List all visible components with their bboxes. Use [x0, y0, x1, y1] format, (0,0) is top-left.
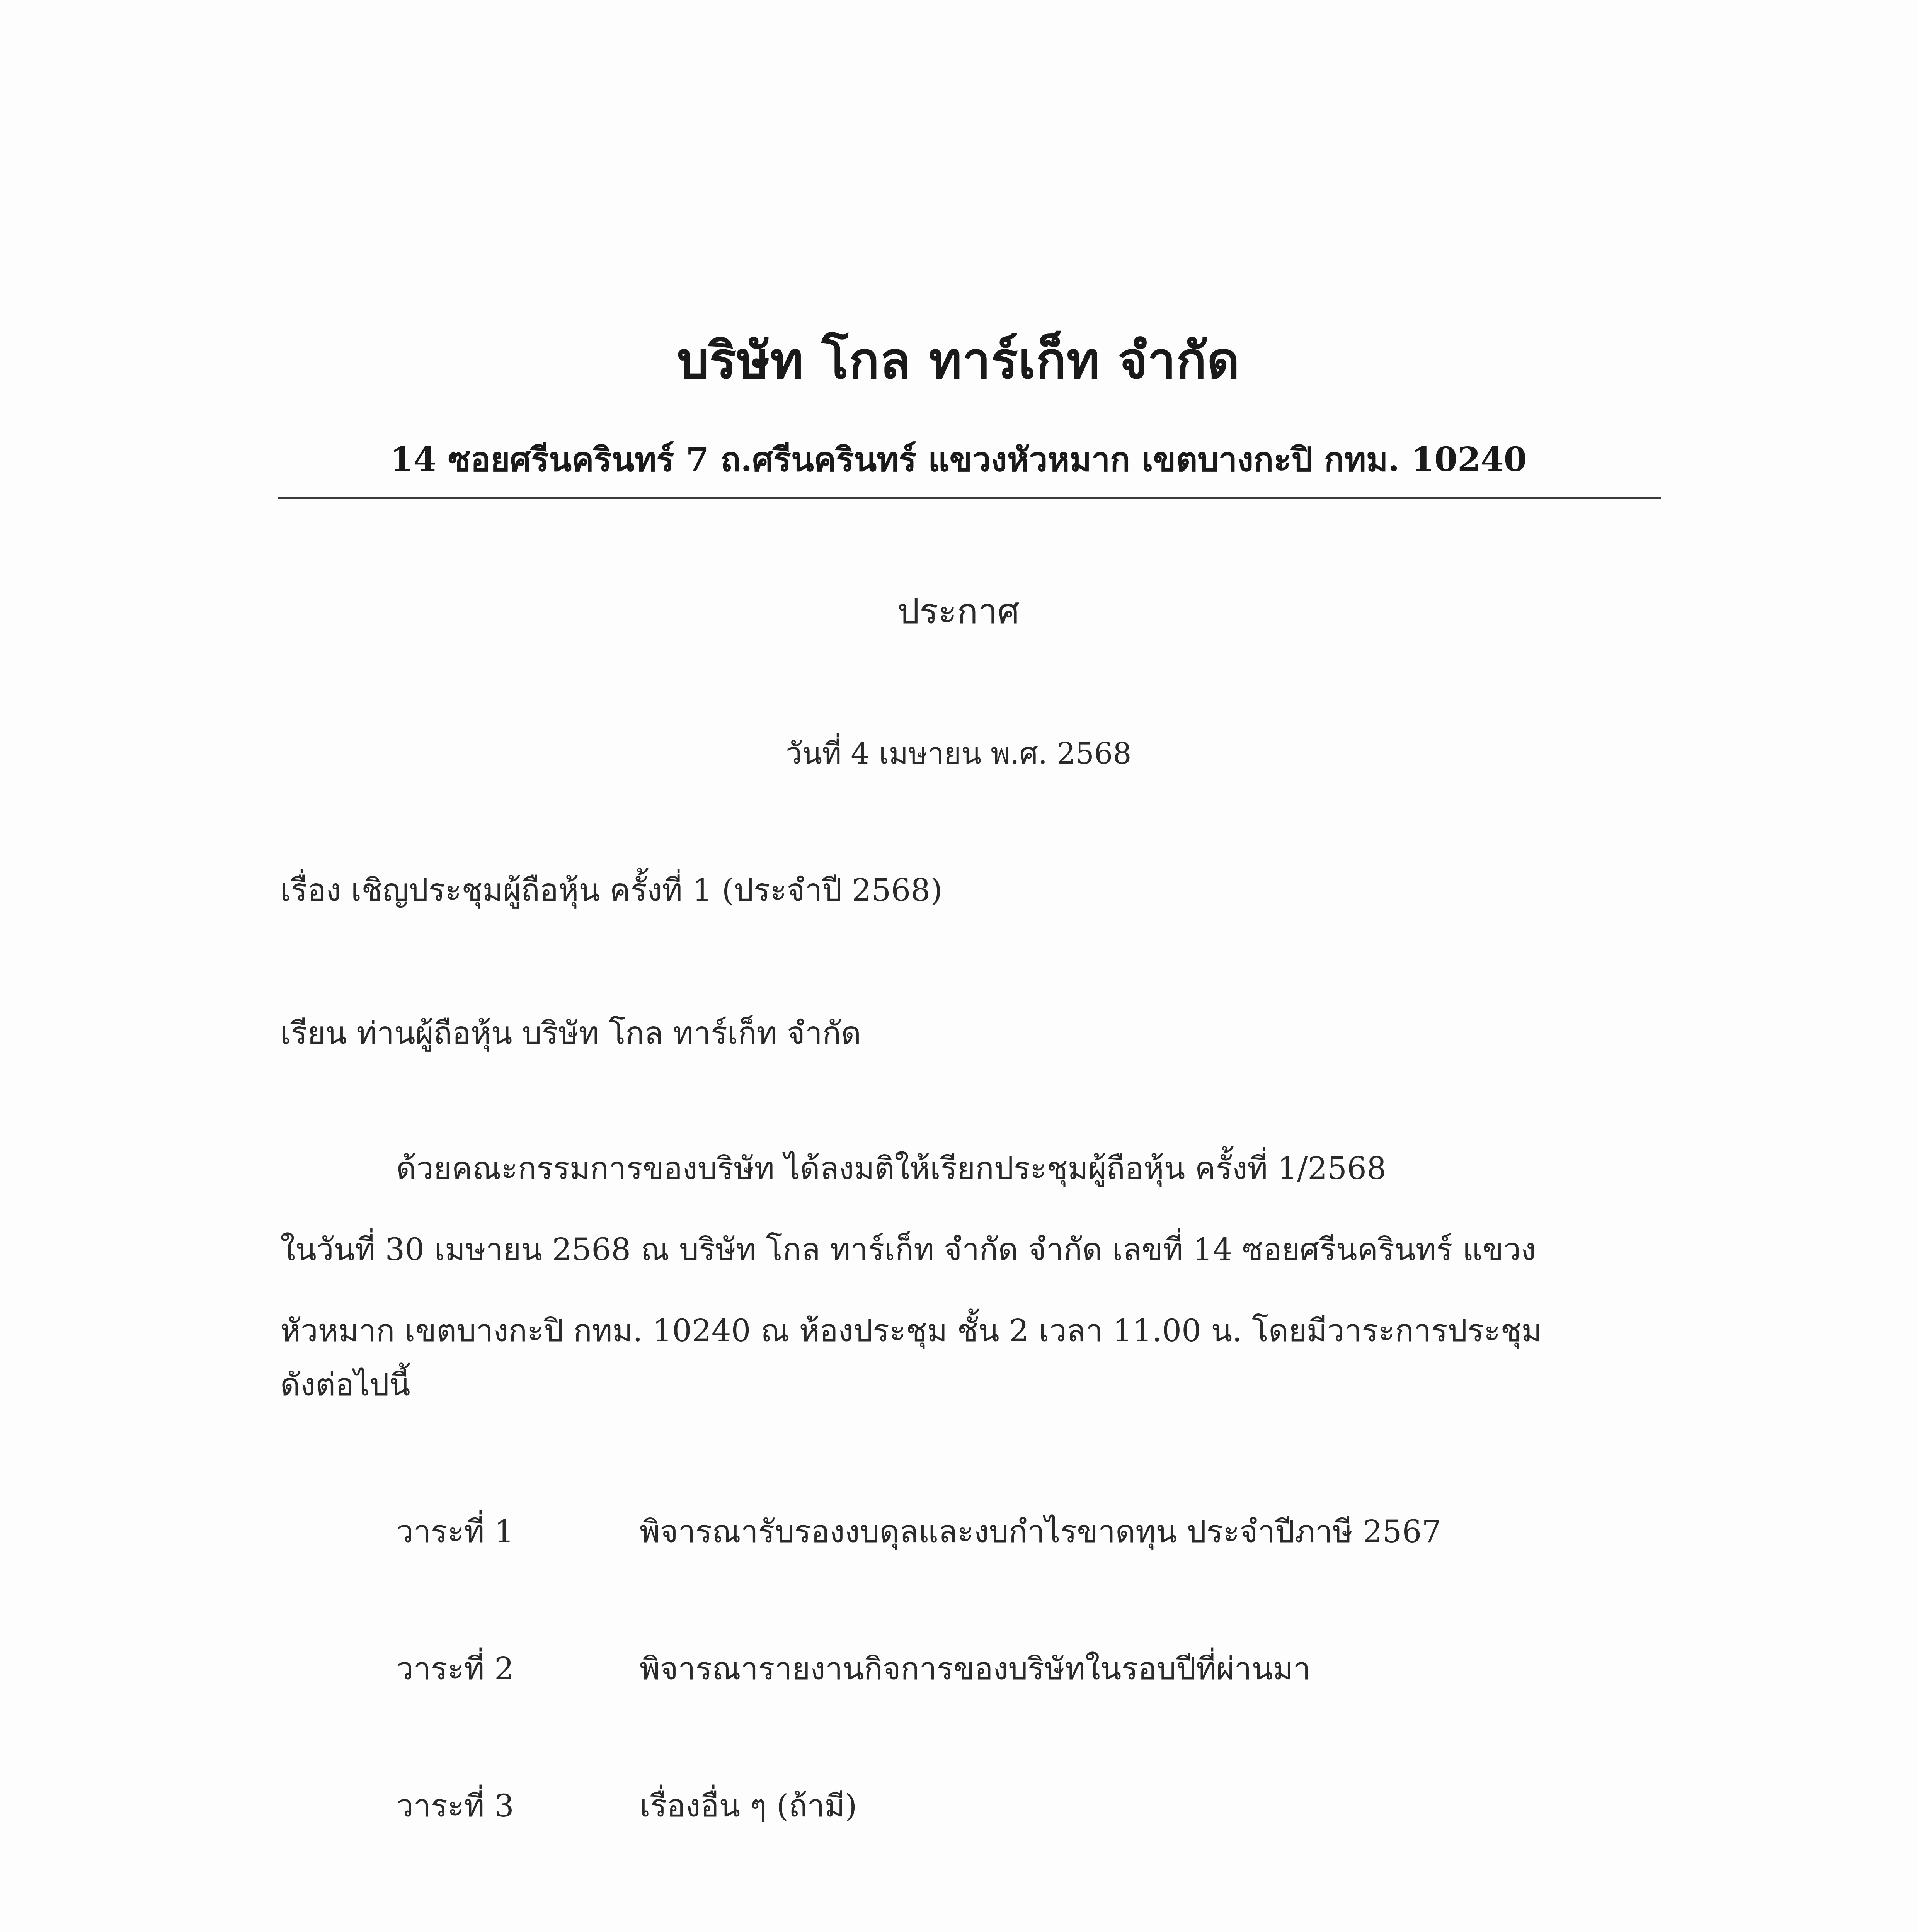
header-divider: [278, 497, 1661, 499]
agenda-number: วาระที่ 1: [396, 1514, 514, 1549]
body-line: ในวันที่ 30 เมษายน 2568 ณ บริษัท โกล ทาร์เก็ท จำกัด จำกัด เลขที่ 14 ซอยศรีนครินทร์ แขวง: [280, 1231, 1536, 1267]
agenda-item: เรื่องอื่น ๆ (ถ้ามี): [640, 1788, 857, 1824]
notice-subject: เรื่อง เชิญประชุมผู้ถือหุ้น ครั้งที่ 1 (ประจำปี 2568): [280, 872, 943, 908]
notice-date: วันที่ 4 เมษายน พ.ศ. 2568: [785, 736, 1132, 770]
agenda-item: พิจารณารายงานกิจการของบริษัทในรอบปีที่ผ่านมา: [640, 1651, 1311, 1687]
body-line: ดังต่อไปนี้: [280, 1367, 410, 1403]
notice-heading: ประกาศ: [897, 591, 1020, 632]
company-name: บริษัท โกล ทาร์เก็ท จำกัด: [677, 331, 1240, 390]
agenda-number: วาระที่ 2: [396, 1651, 514, 1687]
body-line: หัวหมาก เขตบางกะปิ กทม. 10240 ณ ห้องประชุม ชั้น 2 เวลา 11.00 น. โดยมีวาระการประชุม: [280, 1313, 1542, 1349]
notice-salutation: เรียน ท่านผู้ถือหุ้น บริษัท โกล ทาร์เก็ท จำกัด: [280, 1015, 861, 1051]
agenda-item: พิจารณารับรองงบดุลและงบกำไรขาดทุน ประจำปีภาษี 2567: [640, 1514, 1442, 1549]
agenda-number: วาระที่ 3: [396, 1788, 514, 1824]
company-address: 14 ซอยศรีนครินทร์ 7 ถ.ศรีนครินทร์ แขวงหัวหมาก เขตบางกะปิ กทม. 10240: [390, 440, 1527, 479]
body-line: ด้วยคณะกรรมการของบริษัท ได้ลงมติให้เรียกประชุมผู้ถือหุ้น ครั้งที่ 1/2568: [396, 1150, 1386, 1186]
